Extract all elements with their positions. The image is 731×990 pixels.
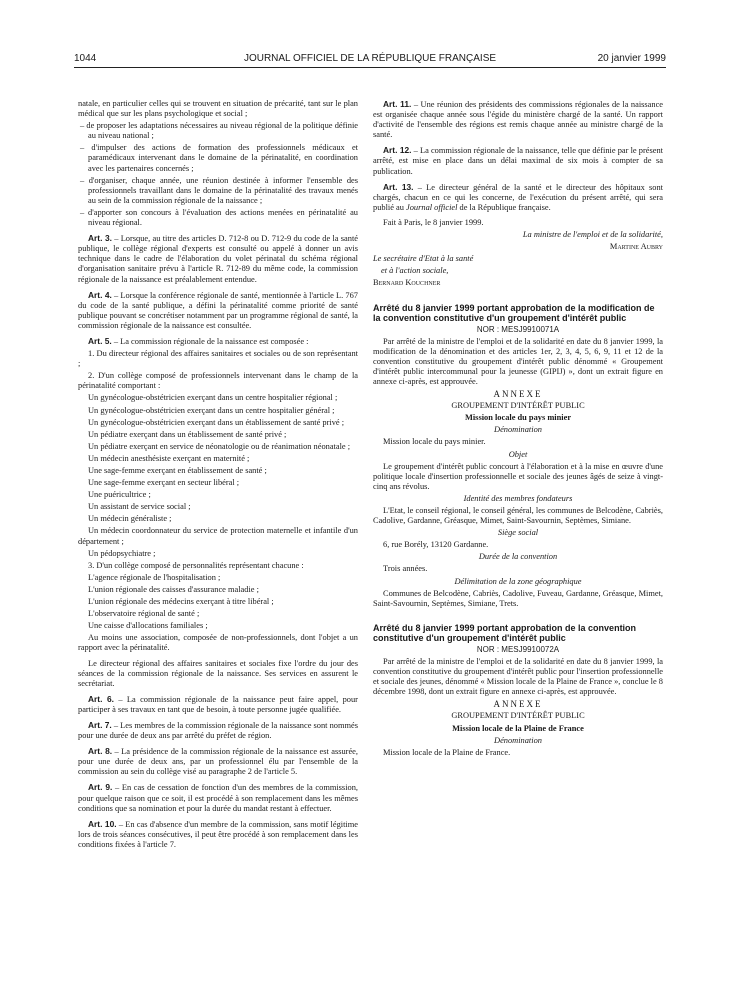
composition-item: Un médecin anesthésiste exerçant en maternité ; [88, 453, 250, 463]
secretary-title: Le secrétaire d'Etat à la santé [373, 254, 474, 264]
article-label: Art. 6. [88, 693, 114, 704]
page-header [74, 53, 666, 67]
article-7 [78, 720, 358, 741]
article-label: Art. 9. [88, 782, 113, 793]
secretary-name: Bernard Kouchner [373, 278, 441, 288]
article-text: – Lorsque la conférence régionale de santé, mentionnée à l'article L. 767 du code de la santé publique, a défini la périnatalité comme priorité de santé publique pouvant se concrétiser notamment par un programme régional de santé, la commission régionale de la naissance est consultée. [78, 290, 358, 330]
left-column [78, 99, 358, 852]
article-text: de la République française. [457, 202, 551, 212]
nor-reference: NOR : MESJ9910071A [476, 324, 560, 334]
section-heading: Délimitation de la zone géographique [454, 576, 582, 586]
section-text: Mission locale du pays minier. [383, 437, 486, 447]
section-heading: Durée de la convention [478, 552, 558, 562]
composition-item: Un pédiatre exerçant en service de néonatologie ou de réanimation néonatale ; [88, 441, 351, 451]
article-label: Art. 11. [383, 99, 412, 109]
section-text: Communes de Belcodène, Cabriès, Cadolive, Fuveau, Gardanne, Gréasque, Mimet, Saint-Savournin, Septèmes, Simiane, Trets. [373, 588, 663, 608]
composition-item: Un gynécologue-obstétricien exerçant dans un centre hospitalier régional ; [88, 393, 338, 403]
composition-item: Le directeur régional des affaires sanitaires et sociales fixe l'ordre du jour des séances de la commission régionale de la naissance. Ses services en assurent le secrétariat. [78, 658, 358, 688]
issue-date: 20 janvier 1999 [597, 53, 666, 64]
composition-item: Un pédiatre exerçant dans un établissement de santé privé ; [88, 429, 287, 439]
bullet-item: – d'impulser des actions de formation des professionnels médicaux et paramédicaux intervenant dans le domaine de la périnatalité, en coordination avec les partenaires concernés ; [80, 143, 358, 173]
composition-item: Un médecin coordonnateur du service de protection maternelle et infantile d'un département ; [78, 526, 358, 546]
journal-reference: Journal officiel [406, 202, 458, 212]
article-text: – Les membres de la commission régionale de la naissance sont nommés pour une durée de deux ans par arrêté du préfet de région. [78, 720, 358, 741]
article-label: Art. 7. [88, 719, 112, 730]
article-text: – La commission régionale de la naissance peut faire appel, pour participer à ses travaux en tant que de besoin, à toute personne jugée qualifiée. [78, 694, 358, 714]
article-text: – Une réunion des présidents des commissions régionales de la naissance est organisée chaque année sous l'égide du ministère chargé de la santé. Un rapport d'activité de l'ensemble des régions est remis chaque année au ministre chargé de la santé. [373, 100, 664, 140]
section-text: 6, rue Borély, 13120 Gardanne. [383, 540, 489, 550]
composition-item: L'observatoire régional de santé ; [88, 609, 200, 619]
annex-subheading: GROUPEMENT D'INTÉRÊT PUBLIC [451, 401, 585, 411]
annex-subheading: GROUPEMENT D'INTÉRÊT PUBLIC [451, 711, 585, 721]
composition-item: Un assistant de service social ; [88, 502, 191, 512]
decree-title: Arrêté du 8 janvier 1999 portant approbation de la convention constitutive d'un groupement d'intérêt public [373, 622, 637, 643]
article-3 [78, 233, 358, 284]
article-label: Art. 10. [88, 818, 117, 829]
article-text: – En cas d'absence d'un membre de la commission, sans motif légitime lors de trois séances consécutives, il peut être procédé à son remplacement dans les conditions fixées à l'article 7. [78, 819, 358, 849]
annex-entity: Mission locale du pays minier [464, 413, 572, 423]
article-4 [78, 290, 358, 331]
article-label: Art. 13. [383, 181, 414, 192]
article-text: – La présidence de la commission régionale de la naissance est assurée, pour une durée de deux ans, par un professionnel élu par l'ensemble de la commission au sein du collège visé au paragraphe 2 de l'article 5. [78, 747, 358, 777]
composition-item: Au moins une association, composée de non-professionnels, dont l'objet a un rapport avec la périnatalité. [78, 633, 358, 653]
article-8 [78, 746, 358, 777]
composition-item: Un gynécologue-obstétricien exerçant dans un établissement de santé privé ; [88, 417, 345, 427]
article-text: – Lorsque, au titre des articles D. 712-8 ou D. 712-9 du code de la santé publique, le collège régional d'experts est consulté ou appelé à donner un avis technique dans le cadre de l'élaboration du volet périnatal du schéma régional d'organisation sanitaire prévu à l'article R. 712-89 du même code, la commission régionale de la naissance est préalablement entendue. [78, 234, 358, 284]
article-label: Art. 5. [88, 335, 112, 346]
article-label: Art. 4. [88, 289, 112, 300]
annex-heading: ANNEXE [493, 699, 543, 710]
page-number: 1044 [74, 53, 97, 64]
nor-reference: NOR : MESJ9910072A [476, 644, 560, 654]
secretary-title: et à l'action sociale, [381, 266, 449, 276]
annex-heading: ANNEXE [493, 389, 543, 400]
section-heading: Objet [508, 449, 528, 459]
composition-item: Un pédopsychiatre ; [88, 548, 156, 558]
section-text: Le groupement d'intérêt public concourt à l'élaboration et à la mise en œuvre d'une politique locale d'insertion professionnelle et sociale des jeunes âgés de seize à vingt-cinq ans révolus. [373, 461, 663, 491]
article-11 [373, 99, 663, 140]
bullet-item: – d'organiser, chaque année, une réunion destinée à informer l'ensemble des professionnels travaillant dans le domaine de la périnatalité des travaux menés au sein de la commission régionale de la naissance ; [80, 175, 358, 205]
decree-body: Par arrêté de la ministre de l'emploi et de la solidarité en date du 8 janvier 1999, la modification de la dénomination et des articles 1er, 2, 3, 4, 5, 6, 9, 11 et 12 de la convention constitutive du groupement d'intérêt public dénommé « Groupement d'intérêt public intercommunal pour la jeunesse (GIPIJ) », dont un extrait figure en annexe ci-après, est approuvée. [373, 336, 663, 386]
article-10 [78, 819, 358, 850]
composition-item: 2. D'un collège composé de professionnels intervenant dans le champ de la périnatalité comportant : [78, 371, 358, 391]
composition-item: L'union régionale des caisses d'assurance maladie ; [88, 584, 259, 594]
journal-title: JOURNAL OFFICIEL DE LA RÉPUBLIQUE FRANÇAISE [243, 53, 497, 64]
article-13 [373, 182, 663, 213]
article-text: – En cas de cessation de fonction d'un des membres de la commission, pour quelque raison que ce soit, il est procédé à son remplacement dans les mêmes conditions que sa nomination et pour la durée du mandat restant à effectuer. [78, 783, 358, 813]
minister-name: Martine Aubry [609, 242, 663, 252]
decree-body: Par arrêté de la ministre de l'emploi et de la solidarité en date du 8 janvier 1999, la convention constitutive du groupement d'intérêt public pour l'insertion professionnelle et sociale des jeunes, dénommé « Mission locale de la Plaine de France », conclue le 8 décembre 1998, dont un extrait figure en annexe ci-après, est approuvée. [373, 656, 663, 697]
bullet-item: – de proposer les adaptations nécessaires au niveau régional de la politique définie au niveau national ; [80, 121, 358, 141]
bullet-item: – d'apporter son concours à l'évaluation des actions menées en périnatalité au niveau régional. [80, 207, 358, 228]
composition-item: Une sage-femme exerçant en établissement de santé ; [88, 466, 267, 475]
article-label: Art. 3. [88, 233, 112, 244]
article-label: Art. 12. [383, 145, 412, 156]
article-12 [373, 145, 663, 176]
composition-item: Un médecin généraliste ; [88, 514, 172, 524]
article-6 [78, 694, 358, 715]
section-text: Mission locale de la Plaine de France. [383, 747, 511, 757]
header-rule [74, 67, 666, 68]
section-heading: Siège social [497, 528, 539, 538]
section-heading: Dénomination [494, 425, 542, 435]
composition-item: Une puéricultrice ; [88, 490, 151, 500]
article-text: – La commission régionale de la naissance, telle que définie par le présent arrêté, est mise en place dans un délai maximal de six mois à compter de sa publication. [373, 146, 663, 176]
composition-item: L'agence régionale de l'hospitalisation ; [88, 572, 221, 582]
article-text: – Le directeur général de la santé et le directeur des hôpitaux sont chargés, chacun en ce qui les concerne, de l'exécution du présent arrêté, qui sera publié au [373, 182, 663, 212]
composition-item: Une caisse d'allocations familiales ; [88, 621, 208, 631]
composition-item: Une sage-femme exerçant en secteur libéral ; [88, 478, 240, 488]
section-heading: Identité des membres fondateurs [463, 493, 573, 503]
section-text: Trois années. [383, 564, 428, 574]
composition-item: 1. Du directeur régional des affaires sanitaires et sociales ou de son représentant ; [78, 349, 358, 369]
article-label: Art. 8. [88, 746, 113, 757]
paragraph-continued: natale, en particulier celles qui se trouvent en situation de précarité, tant sur le plan médical que sur les plans psychologique et social ; [78, 99, 358, 119]
signing-place-date: Fait à Paris, le 8 janvier 1999. [383, 217, 484, 227]
annex-entity: Mission locale de la Plaine de France [452, 723, 584, 733]
article-text: – La commission régionale de la naissance est composée : [111, 336, 309, 346]
composition-item: 3. D'un collège composé de personnalités représentant chacune : [88, 560, 304, 570]
section-text: L'Etat, le conseil régional, le conseil général, les communes de Belcodène, Cabriès, Cadolive, Gardanne, Gréasque, Mimet, Saint-Savournin, Septèmes, Simiane. [373, 506, 663, 526]
right-column [373, 99, 663, 760]
minister-title: La ministre de l'emploi et de la solidarité, [522, 230, 663, 240]
article-9 [78, 782, 358, 813]
composition-item: Un gynécologue-obstétricien exerçant dans un centre hospitalier général ; [88, 405, 335, 415]
decree-title: Arrêté du 8 janvier 1999 portant approbation de la modification de la convention constitutive d'un groupement d'intérêt public [373, 302, 655, 323]
article-5 [78, 336, 358, 347]
composition-item: L'union régionale des médecins exerçant à titre libéral ; [88, 597, 274, 607]
section-heading: Dénomination [494, 735, 542, 745]
